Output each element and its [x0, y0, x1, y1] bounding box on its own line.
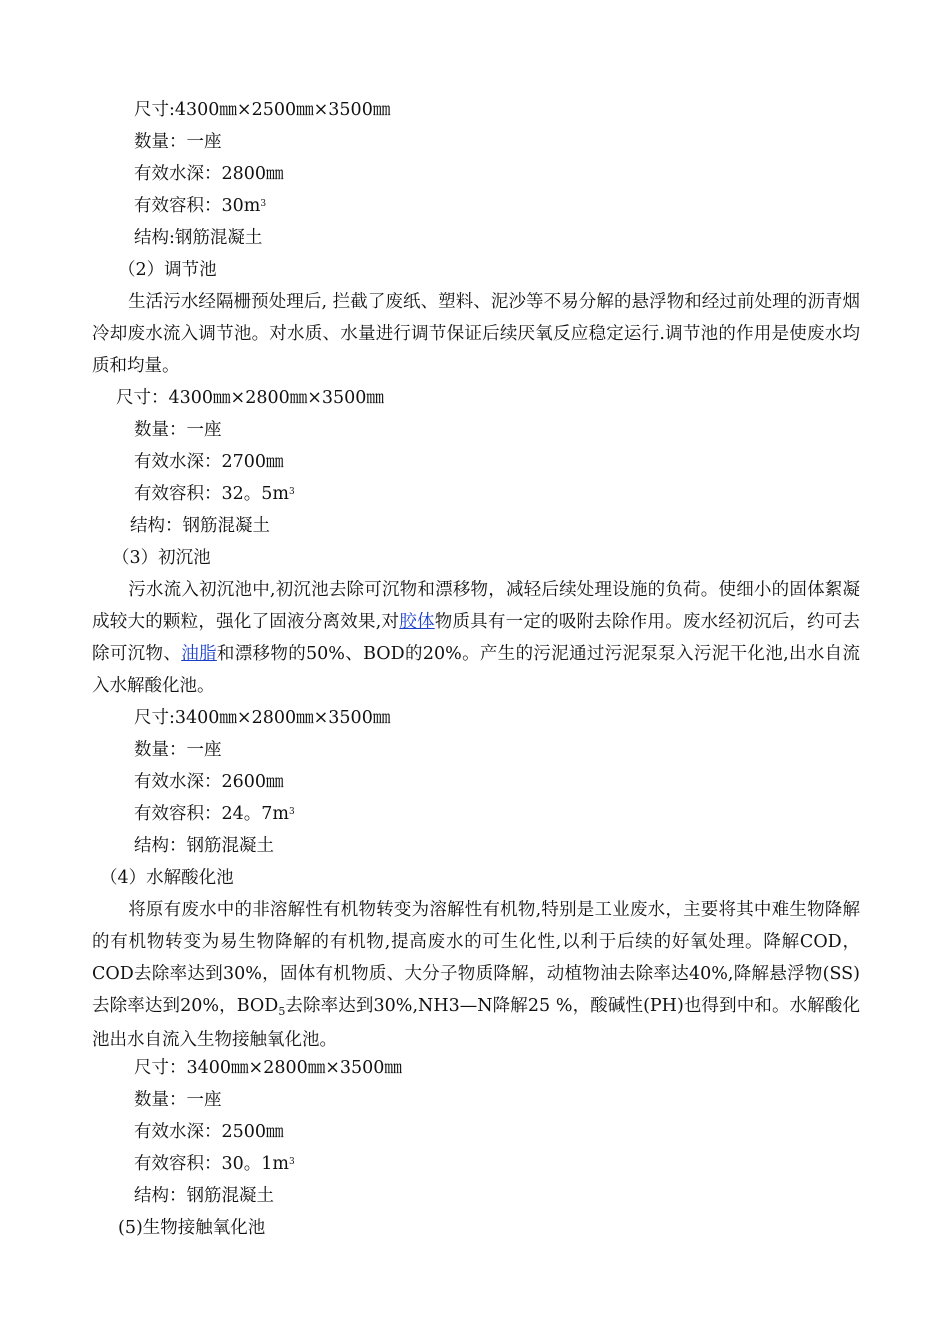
- s4-structure: 结构：钢筋混凝土: [134, 1186, 274, 1206]
- s4-size: 尺寸：3400㎜×2800㎜×3500㎜: [134, 1058, 402, 1078]
- s2-volume-text: 有效容积：32。5m: [134, 484, 289, 504]
- s1-water-depth: 有效水深：2800㎜: [134, 164, 284, 184]
- s4-heading: （4）水解酸化池: [100, 868, 234, 888]
- s3-paragraph-text-b: 物质具有一定的吸附去除作用。废水经初沉后，约可去除可沉物、: [92, 612, 861, 664]
- colloid-link[interactable]: 胶体: [399, 612, 435, 632]
- s4-paragraph-text-a: 将原有废水中的非溶解性有机物转变为溶解性有机物,特别是工业废水，主要将其中难生物降解的有机物转变为易生物降解的有机物,提高废水的可生化性,以利于后续的好氧处理。降解COD，COD去除率达到30%，固体有机物质、大分子物质降解，动植物油去除率达40%,降解悬浮物(SS)去除率达到20%，BOD: [92, 900, 860, 1016]
- s3-heading: （3）初沉池: [112, 548, 211, 568]
- s5-heading: (5)生物接触氧化池: [118, 1218, 266, 1238]
- s3-volume: [134, 798, 295, 830]
- s4-water-depth: 有效水深：2500㎜: [134, 1122, 284, 1142]
- s1-structure: 结构:钢筋混凝土: [134, 228, 263, 248]
- s4-paragraph: [92, 894, 860, 1056]
- s2-paragraph: [92, 286, 860, 382]
- s3-paragraph-text-a: 污水流入初沉池中,初沉池去除可沉物和漂移物，减轻后续处理设施的负荷。使细小的固体絮凝成较大的颗粒，强化了固液分离效果,对: [92, 580, 860, 632]
- s3-water-depth: 有效水深：2600㎜: [134, 772, 284, 792]
- s3-size: 尺寸:3400㎜×2800㎜×3500㎜: [134, 708, 391, 728]
- s3-paragraph: [92, 574, 860, 702]
- s2-heading: （2）调节池: [118, 260, 217, 280]
- s4-paragraph-text-b: 去除率达到30%,NH3—N降解25 %，酸碱性(PH)也得到中和。水解酸化池出水自流入生物接触氧化池。: [92, 996, 860, 1050]
- s4-volume-exponent: 3: [289, 1157, 295, 1167]
- s2-water-depth: 有效水深：2700㎜: [134, 452, 284, 472]
- s4-volume-text: 有效容积：30。1m: [134, 1154, 289, 1174]
- s3-volume-text: 有效容积：24。7m: [134, 804, 289, 824]
- s2-structure: 结构：钢筋混凝土: [130, 516, 270, 536]
- s2-quantity: 数量：一座: [134, 420, 222, 440]
- grease-link[interactable]: 油脂: [181, 644, 217, 664]
- s1-quantity: 数量：一座: [134, 132, 222, 152]
- s3-structure: 结构：钢筋混凝土: [134, 836, 274, 856]
- s1-volume-text: 有效容积：30m: [134, 196, 261, 216]
- s1-volume: [134, 190, 266, 222]
- s1-volume-exponent: 3: [260, 199, 267, 209]
- s3-volume-exponent: 3: [289, 807, 295, 817]
- s3-quantity: 数量：一座: [134, 740, 222, 760]
- s3-paragraph-text-c: 和漂移物的50%、BOD的20%。产生的污泥通过污泥泵泵入污泥干化池,出水自流入水解酸化池。: [92, 644, 861, 696]
- s2-paragraph-text: 生活污水经隔栅预处理后, 拦截了废纸、塑料、泥沙等不易分解的悬浮物和经过前处理的沥青烟冷却废水流入调节池。对水质、水量进行调节保证后续厌氧反应稳定运行.调节池的作用是使废水均质和均量。: [92, 292, 860, 376]
- s2-volume-exponent: 3: [289, 487, 295, 497]
- bod5-subscript: 5: [278, 1005, 286, 1018]
- s4-volume: [134, 1148, 295, 1180]
- s2-size: 尺寸：4300㎜×2800㎜×3500㎜: [116, 388, 384, 408]
- s2-volume: [134, 478, 295, 510]
- s1-size: 尺寸:4300㎜×2500㎜×3500㎜: [134, 100, 391, 120]
- s4-quantity: 数量：一座: [134, 1090, 222, 1110]
